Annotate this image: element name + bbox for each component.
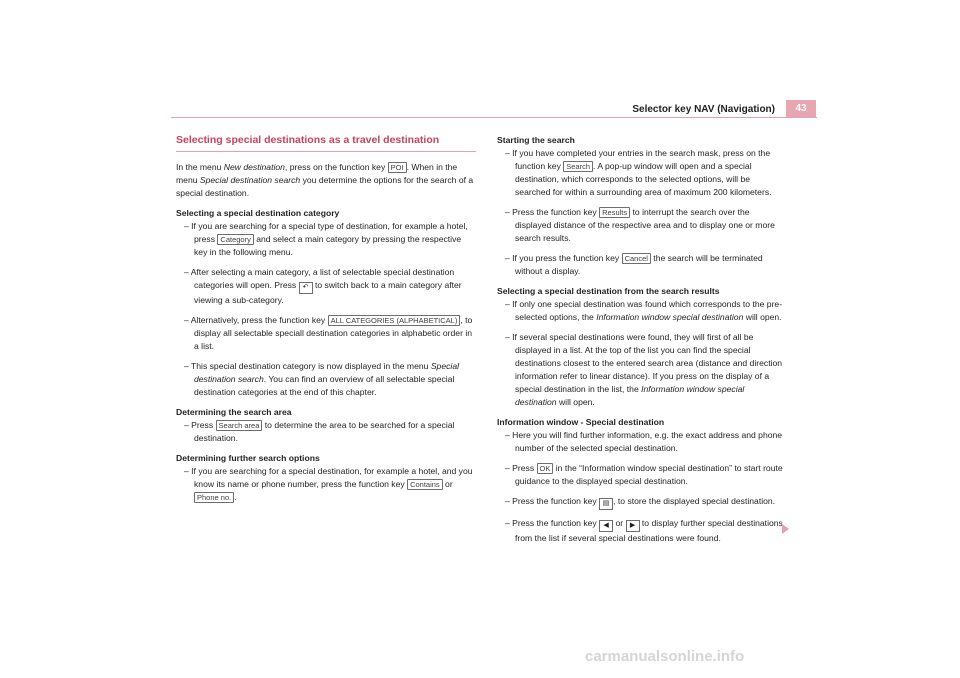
- step-store: – Press the function key ▤ , to store the displayed special destination.: [497, 495, 787, 510]
- step-subcategory: – After selecting a main category, a list of selectable special destination categories will open. Press ↶ to switch back to a main category after viewing a sub-category.: [184, 267, 462, 305]
- subheading-search-area: Determining the search area: [176, 407, 292, 417]
- phone-no-key: Phone no.: [194, 492, 234, 503]
- step-category: – If you are searching for a special type of destination, for example a hotel, press Category and select a main category by pressing the respective key in the following menu.: [184, 221, 468, 257]
- page-number: 43: [786, 100, 816, 118]
- step-start-search: – If you have completed your entries in the search mask, press on the function key Search . A pop-up window will open and a special destination, which corresponds to the selected options, will be searched for within a surrounding area of maximum 200 kilometers.: [505, 148, 772, 197]
- step-search-options: – If you are searching for a special destination, for example a hotel, and you know its name or phone number, press the function key Contains or Phone no. .: [184, 466, 473, 502]
- running-header-title: Selector key NAV (Navigation): [632, 104, 775, 115]
- subheading-select-result: Selecting a special destination from the search results: [497, 286, 720, 296]
- cancel-key: Cancel: [622, 253, 651, 264]
- search-key: Search: [563, 161, 593, 172]
- subheading-info-window: Information window - Special destination: [497, 417, 665, 427]
- previous-arrow-icon: ◀: [599, 520, 613, 532]
- subheading-search-options: Determining further search options: [176, 453, 320, 463]
- step-single-result: – If only one special destination was found which corresponds to the pre-selected options, the Information window special destination will open.: [505, 299, 783, 322]
- back-arrow-icon: ↶: [299, 282, 313, 294]
- step-info-details: – Here you will find further information, e.g. the exact address and phone number of the selected special destination.: [505, 430, 783, 453]
- contains-key: Contains: [407, 479, 443, 490]
- step-all-categories: – Alternatively, press the function key ALL CATEGORIES (ALPHABETICAL) , to display all selectable speciall destination categories in alphabetic order in a list.: [184, 315, 473, 351]
- poi-key: POI: [388, 162, 407, 173]
- results-key: Results: [599, 207, 630, 218]
- search-area-key: Search area: [216, 420, 263, 431]
- right-column: [497, 134, 787, 552]
- subheading-category: Selecting a special destination category: [176, 208, 340, 218]
- section-title: Selecting special destinations as a travel destination: [176, 134, 476, 152]
- store-destination-icon: ▤: [599, 498, 613, 510]
- step-ok: – Press OK in the “Information window special destination” to start route guidance to the displayed special destination.: [505, 463, 783, 486]
- step-search-area: – Press Search area to determine the area to be searched for a special destination.: [184, 420, 455, 443]
- step-browse: – Press the function key ◀ or ▶ to display further special destinations from the list if several special destinations were found.: [505, 518, 783, 543]
- header-rule: [171, 117, 817, 118]
- all-categories-key: ALL CATEGORIES (ALPHABETICAL): [328, 315, 461, 326]
- step-category-displayed: – This special destination category is now displayed in the menu Special destination search. You can find an overview of all selectable special destination categories at the end of this chapter.: [184, 361, 460, 397]
- subheading-starting-search: Starting the search: [497, 135, 575, 145]
- watermark: carmanualsonline.info: [585, 648, 745, 665]
- intro-paragraph: In the menu New destination, press on the function key POI . When in the menu Special destination search you determine the options for the search of a special destination.: [176, 162, 474, 198]
- step-multiple-results: – If several special destinations were found, they will first of all be displayed in a list. At the top of the list you can find the special destinations closest to the entered search area (distance and direction information refer to linear distance). If you press on the display of a special destination in the list, the Information window special destination will open.: [505, 332, 783, 407]
- step-results: – Press the function key Results to interrupt the search over the displayed distance of the respective area and to display one or more search results.: [505, 207, 775, 243]
- next-arrow-icon: ▶: [626, 520, 640, 532]
- category-key: Category: [217, 234, 253, 245]
- ok-key: OK: [537, 463, 554, 474]
- left-column: [176, 134, 476, 511]
- continue-arrow-icon: [782, 524, 789, 534]
- step-cancel: – If you press the function key Cancel the search will be terminated without a display.: [505, 253, 763, 276]
